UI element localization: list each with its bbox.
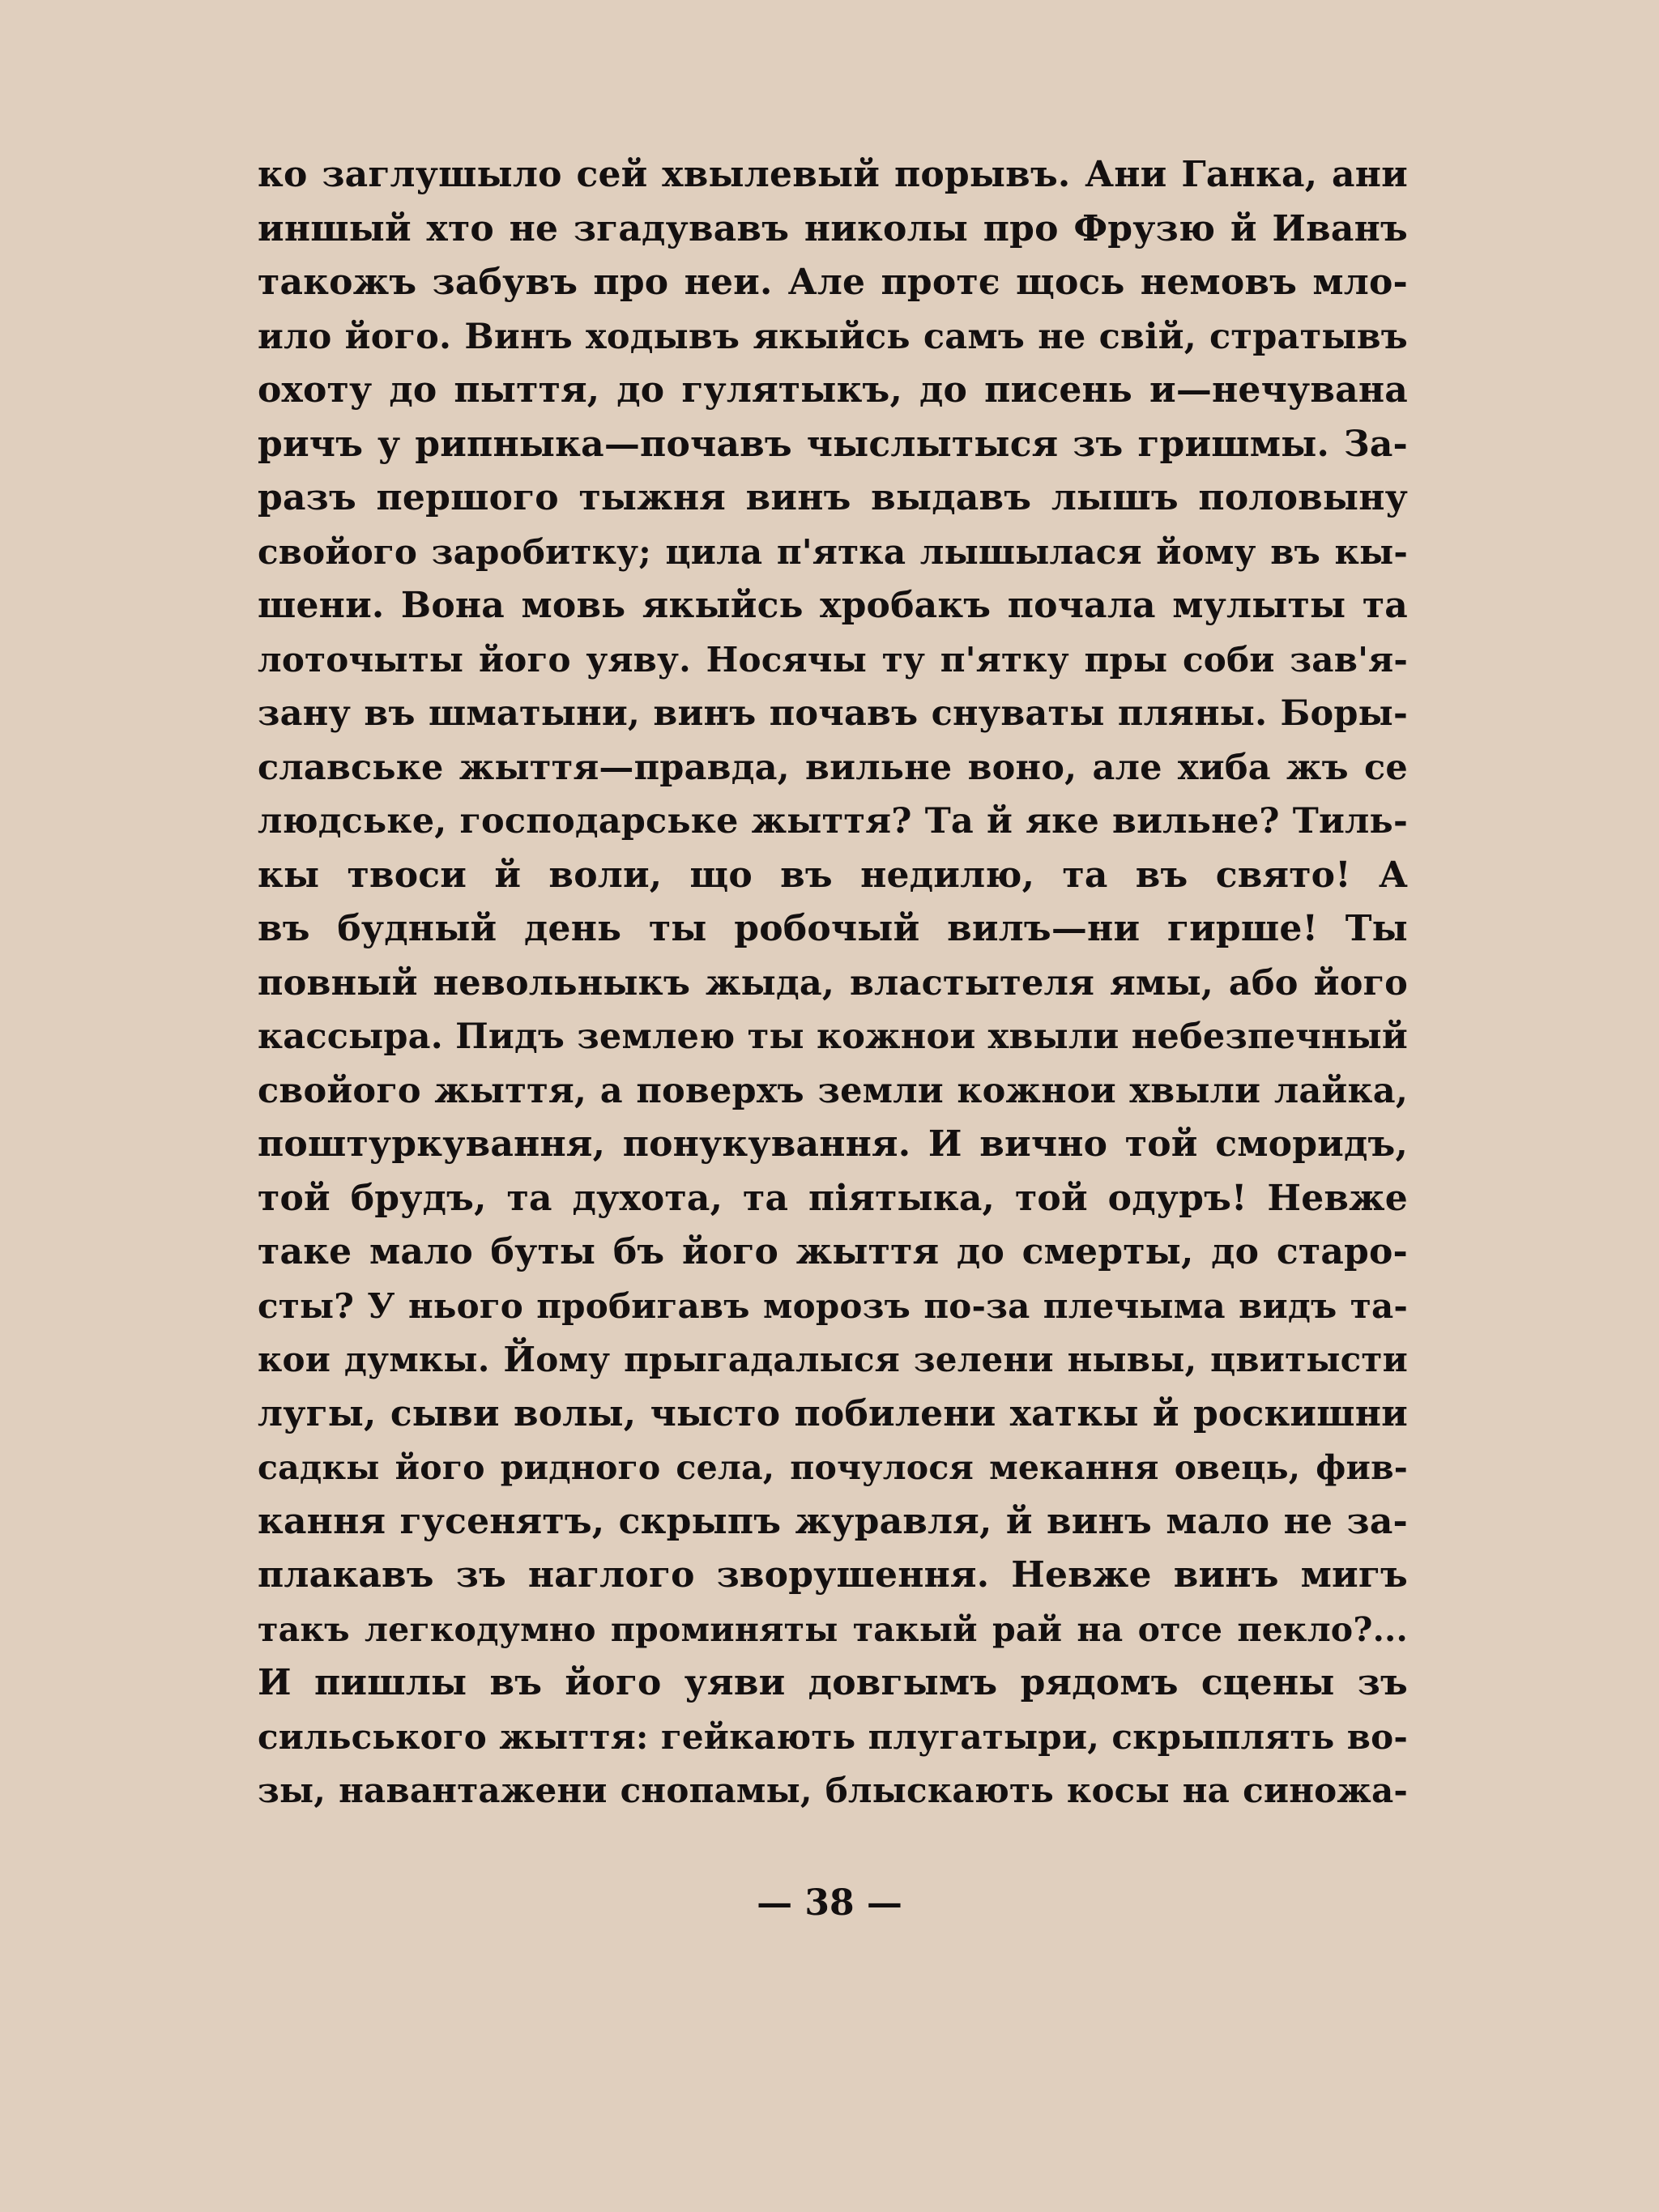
text-line: славське жыття—правда, вильне воно, але хиба жъ се bbox=[258, 747, 1408, 788]
text-line: зану въ шматыни, винъ почавъ снуваты пляны. Боры- bbox=[258, 693, 1408, 734]
text-line: такъ легкодумно проминяты такый рай на отсе пекло?... bbox=[258, 1609, 1408, 1649]
body-text bbox=[258, 148, 1408, 1818]
text-line: свойого жыття, а поверхъ земли кожнои хвыли лайка, bbox=[258, 1070, 1408, 1111]
text-line: сты? У нього пробигавъ морозъ по-за плечыма видъ та- bbox=[258, 1285, 1408, 1326]
text-line: охоту до пыття, до гулятыкъ, до писень и—нечувана bbox=[258, 369, 1408, 411]
text-line: ило його. Винъ ходывъ якыйсь самъ не свій, стратывъ bbox=[258, 316, 1408, 357]
text-line: лугы, сыви волы, чысто побилени хаткы й роскишни bbox=[258, 1392, 1408, 1434]
text-line: въ будный день ты робочый вилъ—ни гирше! Ты bbox=[258, 908, 1408, 949]
text-line: плакавъ зъ наглого зворушення. Невже винъ мигъ bbox=[258, 1554, 1408, 1596]
text-line: разъ першого тыжня винъ выдавъ лышъ половыну bbox=[258, 477, 1408, 518]
text-line: шени. Вона мовь якыйсь хробакъ почала мулыты та bbox=[258, 585, 1408, 626]
text-line: ричъ у рипныка—почавъ чыслытыся зъ гришмы. За- bbox=[258, 423, 1408, 465]
text-line: И пишлы въ його уяви довгымъ рядомъ сцены зъ bbox=[258, 1662, 1408, 1703]
text-line: кання гусенятъ, скрыпъ журавля, й винъ мало не за- bbox=[258, 1500, 1408, 1542]
text-line: сильського жыття: гейкають плугатыри, скрыплять во- bbox=[258, 1716, 1408, 1757]
text-line: такожъ забувъ про неи. Але протє щось немовъ мло- bbox=[258, 262, 1408, 303]
text-line: зы, навантажени снопамы, блыскають косы на синожа- bbox=[258, 1771, 1408, 1810]
text-line: кы твоси й воли, що въ недилю, та въ свято! А bbox=[258, 854, 1408, 896]
text-line: людське, господарське жыття? Та й яке вильне? Тиль- bbox=[258, 801, 1408, 842]
text-line: ко заглушыло сей хвылевый порывъ. Ани Ганка, ани bbox=[258, 154, 1408, 195]
text-line: лоточыты його уяву. Носячы ту п'ятку пры соби зав'я- bbox=[258, 639, 1408, 680]
text-line: иншый хто не згадувавъ николы про Фрузю й Иванъ bbox=[258, 207, 1408, 249]
text-line: свойого заробитку; цила п'ятка лышылася йому въ кы- bbox=[258, 531, 1408, 572]
text-line: той брудъ, та духота, та піятыка, той одуръ! Невже bbox=[258, 1177, 1408, 1219]
text-line: кои думкы. Йому прыгадалыся зелени нывы, цвитысти bbox=[258, 1340, 1408, 1379]
text-line: повный невольныкъ жыда, властытеля ямы, або його bbox=[258, 962, 1408, 1004]
text-line: садкы його ридного села, почулося мекання овець, фив- bbox=[258, 1448, 1408, 1487]
page-number: — 38 — bbox=[757, 1882, 902, 1924]
text-line: таке мало буты бъ його жыття до смерты, до старо- bbox=[258, 1231, 1408, 1272]
text-line: поштуркування, понукування. И вично той сморидъ, bbox=[258, 1123, 1408, 1165]
text-line: кассыра. Пидъ землею ты кожнои хвыли небезпечный bbox=[258, 1016, 1408, 1057]
